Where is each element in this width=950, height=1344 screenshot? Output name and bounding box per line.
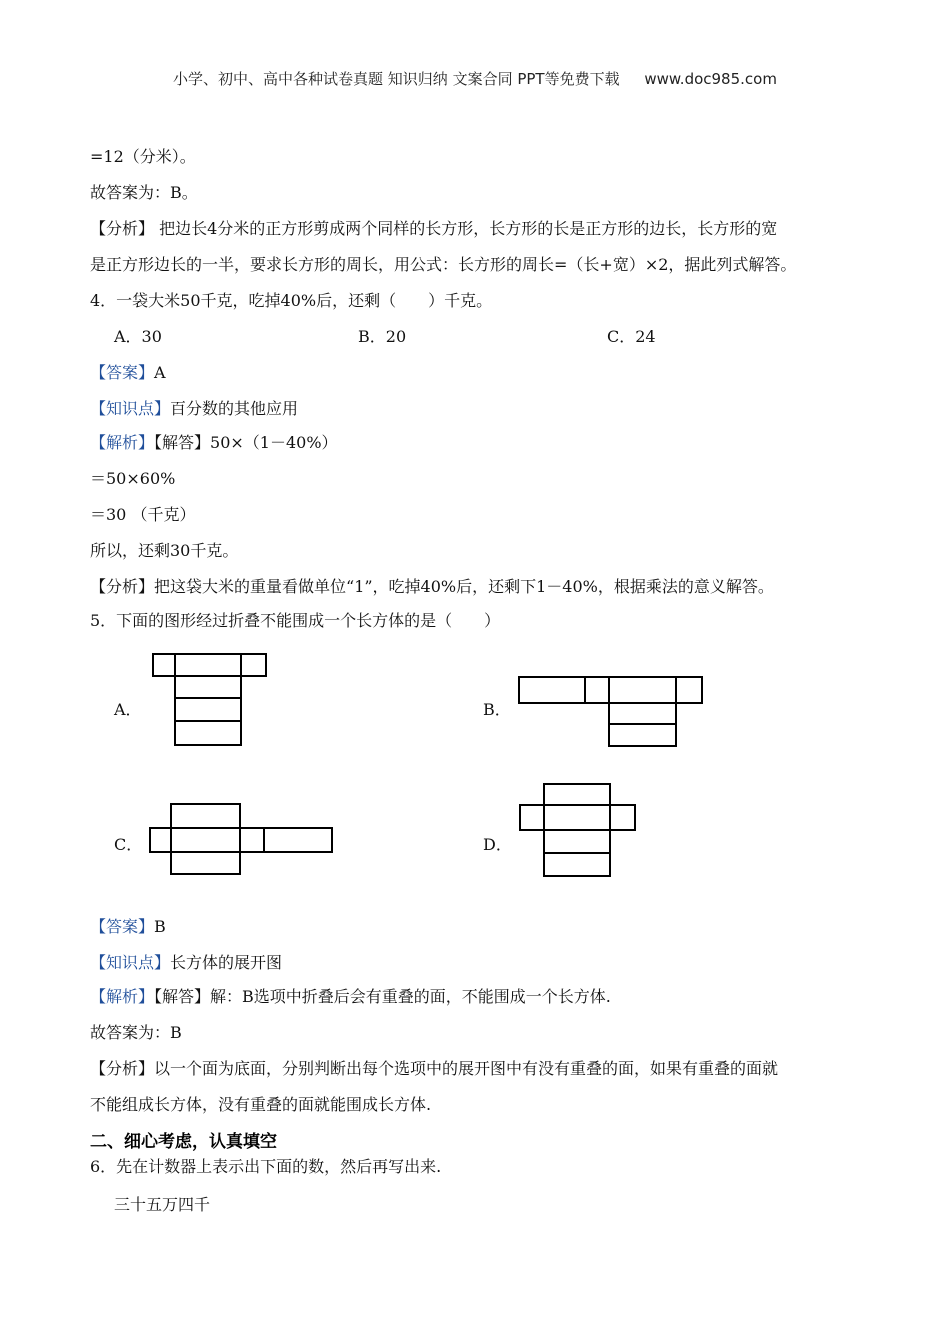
q5-option-a-label: A． <box>114 700 142 719</box>
net-a-face-4 <box>175 721 241 745</box>
net-a-face-2 <box>175 676 241 698</box>
net-c-face-front <box>171 828 240 852</box>
q4-stem: 4．一袋大米50千克，吃掉40%后，还剩（ ）千克。 <box>90 291 493 310</box>
q5-answer-line: 故答案为：B <box>90 1023 182 1042</box>
page-header <box>0 68 950 89</box>
q5-solution-tag: 【解析】 <box>90 987 155 1006</box>
net-d-face-left <box>520 805 544 830</box>
q4-knowledge: 【知识点】百分数的其他应用 <box>90 399 299 418</box>
header-site: www.doc985.com <box>644 70 777 88</box>
q4-knowledge-tag: 【知识点】 <box>90 399 171 418</box>
q5-analysis-1: 【分析】以一个面为底面，分别判断出每个选项中的展开图中有没有重叠的面，如果有重叠的面就 <box>90 1059 779 1078</box>
net-d-face-back <box>544 853 610 876</box>
net-d-face-top <box>544 784 610 805</box>
net-a-face-right <box>241 654 266 676</box>
q5-answer-tag: 【答案】 <box>90 917 155 936</box>
q5-net-b <box>516 675 706 749</box>
q4-solution-3: ＝30 （千克） <box>90 505 196 524</box>
net-b-face-5 <box>609 703 676 724</box>
q5-net-d <box>517 782 639 878</box>
net-b-face-6 <box>609 724 676 746</box>
q5-knowledge-tag: 【知识点】 <box>90 953 171 972</box>
q5-knowledge: 【知识点】长方体的展开图 <box>90 953 283 972</box>
q3-analysis-tag: 【分析】 <box>90 219 155 238</box>
net-a-face-left <box>153 654 175 676</box>
net-d-face-bottom <box>544 830 610 853</box>
q4-answer-tag: 【答案】 <box>90 363 155 382</box>
q3-analysis-1: 【分析】 把边长4分米的正方形剪成两个同样的长方形，长方形的长是正方形的边长，长方形的宽 <box>90 219 778 238</box>
q3-calc: =12（分米）。 <box>90 147 196 166</box>
q5-option-c-label: C． <box>114 835 143 854</box>
q4-solution-tag: 【解析】 <box>90 433 155 452</box>
net-c-face-right <box>240 828 264 852</box>
net-b-face-3 <box>609 677 676 703</box>
header-text: 小学、初中、高中各种试卷真题 知识归纳 文案合同 PPT等免费下载 <box>173 70 620 88</box>
net-a-face-top <box>175 654 241 676</box>
q4-option-a: A．30 <box>114 327 162 346</box>
net-d-face-right <box>610 805 635 830</box>
q5-option-b-label: B． <box>483 700 511 719</box>
net-a-face-3 <box>175 698 241 721</box>
q4-solution-4: 所以，还剩30千克。 <box>90 541 239 560</box>
section-2-title: 二、细心考虑，认真填空 <box>90 1132 277 1152</box>
q5-analysis-tag: 【分析】 <box>90 1059 155 1078</box>
net-c-face-left <box>150 828 171 852</box>
net-b-face-2 <box>585 677 609 703</box>
q4-analysis-tag: 【分析】 <box>90 577 155 596</box>
q3-answer-line: 故答案为：B。 <box>90 183 198 202</box>
q6-stem: 6．先在计数器上表示出下面的数，然后再写出来. <box>90 1157 442 1176</box>
q5-answer: 【答案】B <box>90 917 166 936</box>
net-b-face-4 <box>676 677 702 703</box>
q5-net-a <box>150 652 270 748</box>
q5-stem: 5．下面的图形经过折叠不能围成一个长方体的是（ ） <box>90 611 501 630</box>
q4-solution-2: ＝50×60% <box>90 469 176 488</box>
q4-solution-1: 【解析】【解答】50×（1－40%） <box>90 433 338 452</box>
q5-solution: 【解析】【解答】解：B选项中折叠后会有重叠的面，不能围成一个长方体. <box>90 987 611 1006</box>
q4-option-c: C．24 <box>607 327 656 346</box>
q5-option-d-label: D． <box>483 835 512 854</box>
q6-number: 三十五万四千 <box>114 1195 211 1214</box>
q4-answer: 【答案】A <box>90 363 166 382</box>
net-b-face-1 <box>519 677 585 703</box>
net-c-face-bottom <box>171 852 240 874</box>
net-c-face-top <box>171 804 240 828</box>
q5-net-c <box>148 802 336 876</box>
q5-analysis-2: 不能组成长方体，没有重叠的面就能围成长方体. <box>90 1095 432 1114</box>
q3-analysis-2: 是正方形边长的一半，要求长方形的周长，用公式：长方形的周长=（长+宽）×2，据此列式解答。 <box>90 255 797 274</box>
q4-option-b: B．20 <box>358 327 407 346</box>
net-d-face-front <box>544 805 610 830</box>
net-c-face-back <box>264 828 332 852</box>
q4-analysis: 【分析】把这袋大米的重量看做单位“1”，吃掉40%后，还剩下1－40%，根据乘法的意义解答。 <box>90 577 774 596</box>
